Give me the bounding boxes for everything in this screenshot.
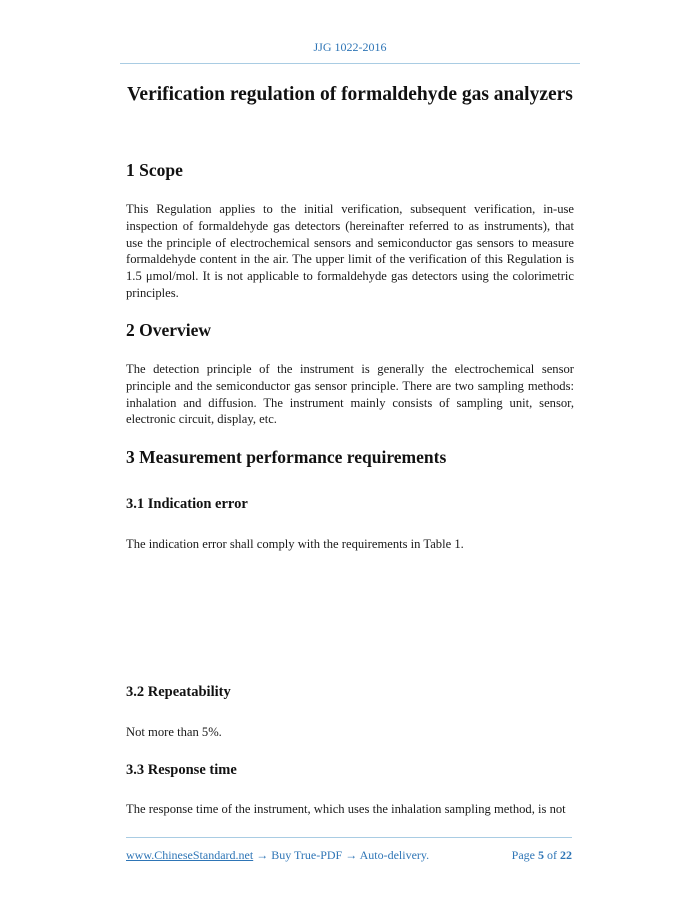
subsection-body-response-time: The response time of the instrument, which uses the inhalation sampling method, is not bbox=[126, 802, 566, 816]
chinesestandard-link[interactable]: www.ChineseStandard.net bbox=[126, 848, 254, 862]
subsection-body-indication-error: The indication error shall comply with the requirements in Table 1. bbox=[126, 537, 464, 551]
page-label: Page bbox=[511, 848, 535, 862]
section-body-overview: The detection principle of the instrument is generally the electrochemical sensor principle and the semiconductor gas sensor principle. There are two sampling methods: inhalation and diffusion. The instrument mainly consists of sampling unit, sensor, electronic circuit, display, etc. bbox=[126, 362, 574, 427]
subsection-heading-response-time: 3.3 Response time bbox=[126, 762, 237, 778]
footer-promo bbox=[126, 848, 429, 863]
footer-divider bbox=[126, 837, 572, 838]
header-divider bbox=[120, 63, 580, 64]
document-title: Verification regulation of formaldehyde gas analyzers bbox=[127, 84, 573, 105]
buy-true-pdf-text: Buy True-PDF bbox=[271, 848, 343, 862]
page-header bbox=[0, 40, 700, 55]
auto-delivery-text: Auto-delivery. bbox=[359, 848, 430, 862]
doc-code: JJG 1022-2016 bbox=[313, 40, 387, 54]
section-heading-scope: 1 Scope bbox=[126, 160, 183, 180]
section-heading-measurement: 3 Measurement performance requirements bbox=[126, 447, 447, 467]
page-total: 22 bbox=[560, 848, 572, 862]
arrow-right-icon: → bbox=[256, 848, 269, 862]
page-current: 5 bbox=[538, 848, 544, 862]
page-indicator bbox=[512, 848, 572, 863]
subsection-body-repeatability: Not more than 5%. bbox=[126, 725, 222, 739]
arrow-right-icon: → bbox=[345, 848, 358, 862]
subsection-heading-indication-error: 3.1 Indication error bbox=[126, 496, 248, 512]
section-body-scope: This Regulation applies to the initial verification, subsequent verification, in-use inspection of formaldehyde gas detectors (hereinafter referred to as instruments), that use the principle of electrochemical sensors and semiconductor gas sensors to measure formaldehyde content in the air. The upper limit of the verification of this Regulation is 1.5 μmol/mol. It is not applicable to formaldehyde gas detectors using the colorimetric principles. bbox=[126, 202, 574, 300]
section-heading-overview: 2 Overview bbox=[126, 320, 212, 340]
page-of-label: of bbox=[547, 848, 557, 862]
subsection-heading-repeatability: 3.2 Repeatability bbox=[126, 684, 231, 700]
